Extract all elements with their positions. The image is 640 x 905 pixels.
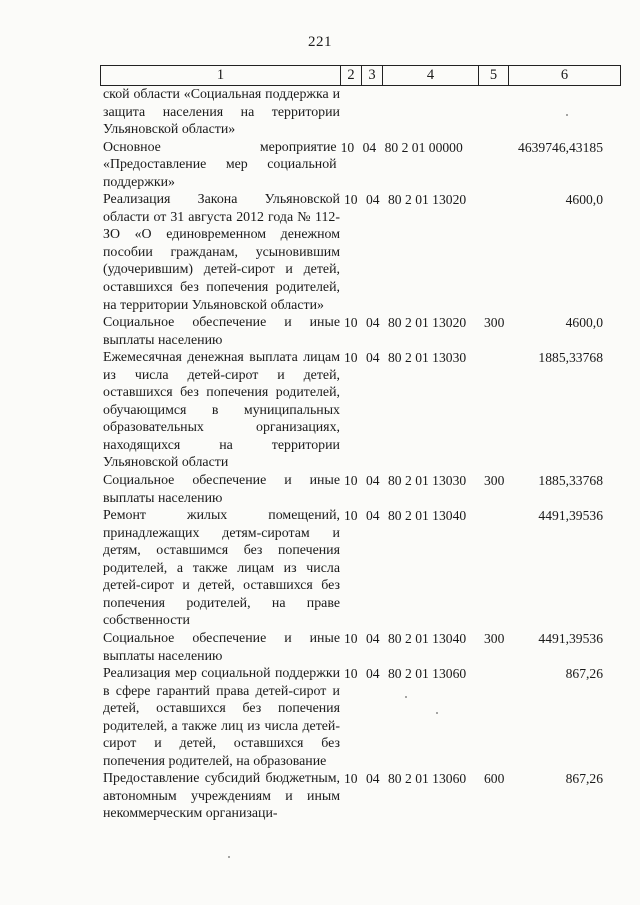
row-codes [344,314,524,332]
row-name: Основное мероприятие «Предоставление мер социальной поддержки» [103,139,337,190]
row-name: Социальное обеспечение и иные выплаты населению [103,315,340,348]
row-section: 10 [344,666,358,682]
column-header-subsection: 3 [362,66,383,86]
row-codes [344,472,524,490]
table-row [100,314,620,349]
row-target-item: 80 2 01 13060 [388,666,467,682]
row-section: 10 [344,192,358,208]
table-row [100,139,620,192]
row-amount: 867,26 [565,666,603,682]
row-name: Реализация Закона Ульяновской области от 31 августа 2012 года № 112-ЗО «О единовременном денежном пособии гражданам, усыновившим (удочерившим) детей-сирот и детей, оставшихся без попечения родителей, на территории Ульяновской области» [103,192,340,313]
column-header-amount: 6 [509,66,621,86]
table-row [100,349,620,472]
row-name: Реализация мер социальной поддержки в сфере гарантий права детей-сирот и детей, оставшихся без попечения родителей, а также лиц из числа детей-сирот и детей, оставшихся без попечения родителей, на образование [103,666,340,769]
row-section: 10 [340,139,355,155]
scan-speck [228,856,230,858]
row-section: 10 [344,508,358,524]
row-section: 10 [344,315,358,331]
table-row [100,191,620,314]
row-amount: 867,26 [565,771,603,787]
row-codes [344,507,524,525]
column-header-table [100,65,621,86]
row-name: Ремонт жилых помещений, принадлежащих детям-сиротам и детям, оставшимся без попечения родителей, а также лицам из числа детей-сирот и детей, оставшихся без попечения родителей, на праве собственности [103,508,340,629]
column-header-section: 2 [341,66,362,86]
row-subsection: 04 [366,315,380,331]
row-target-item: 80 2 01 13030 [388,350,467,366]
table-row [100,507,620,630]
row-expense-type: 600 [484,771,505,787]
row-target-item: 80 2 01 13040 [388,630,467,646]
row-target-item: 80 2 01 13060 [388,771,467,787]
row-subsection: 04 [366,192,380,208]
table-row [100,665,620,770]
row-codes [344,630,524,648]
row-codes [341,139,518,157]
scan-speck [566,114,568,116]
row-section: 10 [344,771,358,787]
row-expense-type: 300 [484,630,505,646]
scan-speck [436,712,438,714]
row-target-item: 80 2 01 13040 [388,508,467,524]
budget-rows [100,86,620,823]
table-row [100,770,620,823]
row-subsection: 04 [362,139,377,155]
page-number: 221 [308,34,332,50]
row-name: Ежемесячная денежная выплата лицам из числа детей-сирот и детей, оставшихся без попечения родителей, обучающимся в муниципальных образовательных организациях, находящихся на территории Ульяновской области [103,350,340,471]
row-amount: 1885,33768 [538,473,603,489]
row-expense-type: 300 [484,473,505,489]
row-amount: 4491,39536 [538,630,603,646]
row-codes [344,665,524,683]
row-section: 10 [344,630,358,646]
row-section: 10 [344,473,358,489]
row-name: Социальное обеспечение и иные выплаты населению [103,630,340,664]
row-amount: 1885,33768 [538,350,603,366]
row-amount: 4600,0 [565,192,603,208]
table-row [100,472,620,507]
row-codes [344,349,524,367]
row-name: Предоставление субсидий бюджетным, автономным учреждениям и иным некоммерческим организаци- [103,771,340,822]
row-target-item: 80 2 01 13030 [388,473,467,489]
column-header-name: 1 [101,66,341,86]
row-codes [344,770,524,788]
row-name: Социальное обеспечение и иные выплаты населению [103,473,340,506]
column-header-expense-type: 5 [479,66,509,86]
table-row [100,630,620,665]
row-section: 10 [344,350,358,366]
scan-speck [405,696,407,698]
row-amount: 4491,39536 [538,508,603,524]
row-target-item: 80 2 01 00000 [384,139,463,155]
row-target-item: 80 2 01 13020 [388,315,467,331]
row-subsection: 04 [366,350,380,366]
row-expense-type: 300 [484,315,505,331]
row-amount: 4600,0 [565,315,603,331]
row-subsection: 04 [366,630,380,646]
row-codes [344,86,524,104]
table-row [100,86,620,139]
row-subsection: 04 [366,666,380,682]
row-codes [344,191,524,209]
row-subsection: 04 [366,771,380,787]
column-header-target-item: 4 [383,66,479,86]
row-name: ской области «Социальная поддержка и защита населения на территории Ульяновской области» [103,87,340,138]
row-amount: 4639746,43185 [518,139,603,155]
row-subsection: 04 [366,508,380,524]
row-target-item: 80 2 01 13020 [388,192,467,208]
row-subsection: 04 [366,473,380,489]
